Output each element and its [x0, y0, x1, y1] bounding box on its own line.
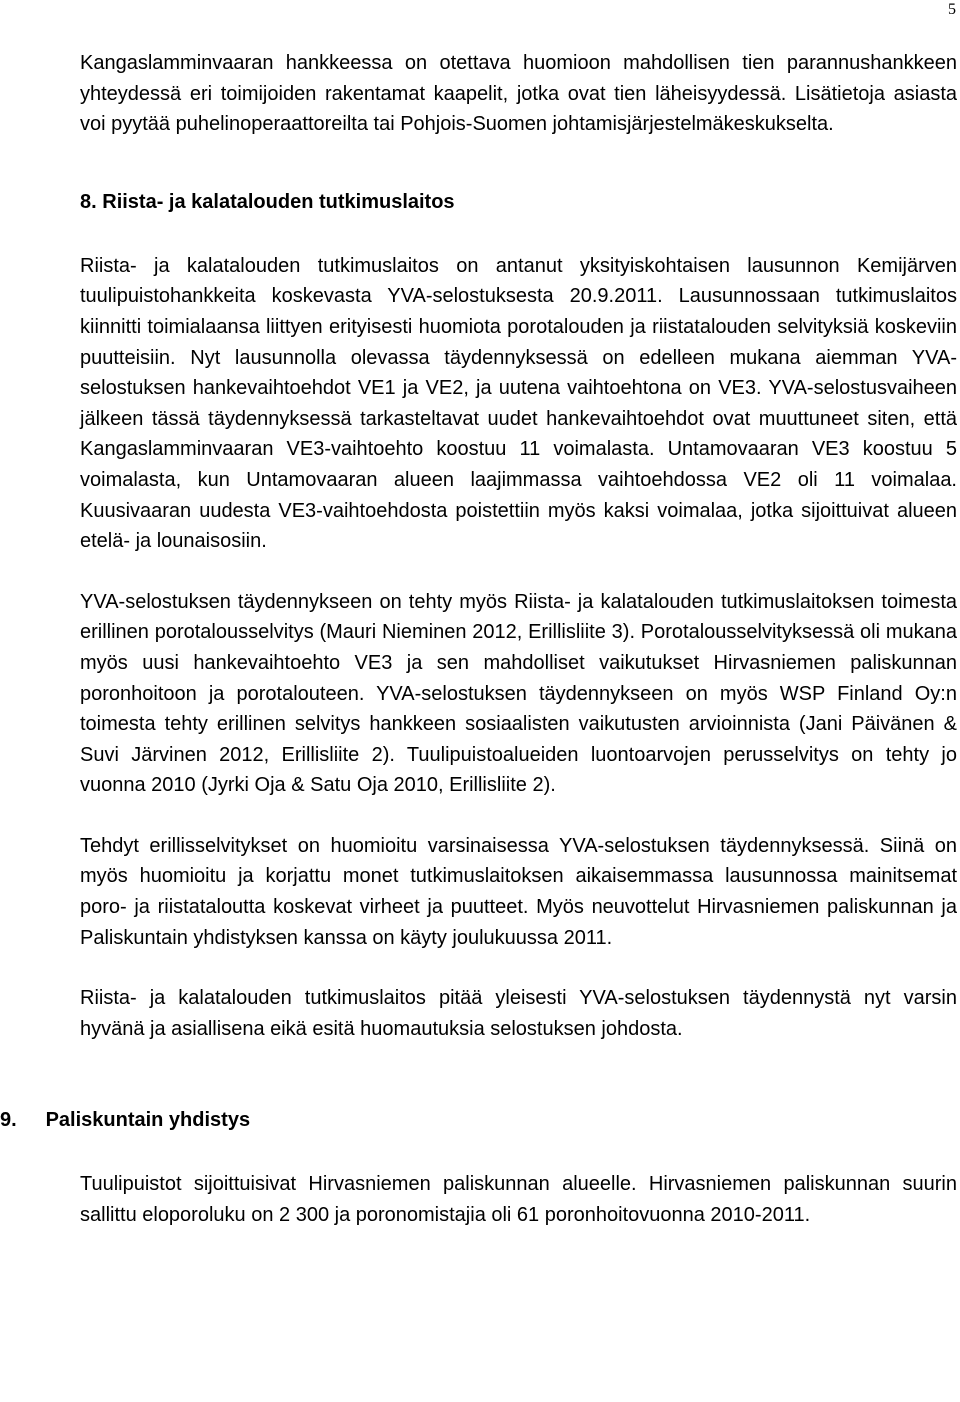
section-8-paragraph-1: Riista- ja kalatalouden tutkimuslaitos on antanut yksityiskohtaisen lausunnon Kemijärven tuulipuistohankkeita koskevasta YVA-selostuksesta 20.9.2011. Lausunnossaan tutkimuslaitos kiinnitti toimialaansa liittyen erityisesti huomiota porotalouden ja riistatalouden selvityksiä koskeviin puutteisiin. Nyt lausunnolla olevassa täydennyksessä on edelleen mukana aiemman YVA-selostuksen hankevaihtoehdot VE1 ja VE2, ja uutena vaihtoehtona on VE3. YVA-selostusvaiheen jälkeen tässä täydennyksessä tarkasteltavat uudet hankevaihtoehdot ovat muuttuneet siten, että Kangaslamminvaaran VE3-vaihtoehto koostuu 11 voimalasta. Untamovaaran VE3 koostuu 5 voimalasta, kun Untamovaaran alueen laajimmassa vaihtoehdossa VE2 oli 11 voimalaa. Kuusivaaran uudesta VE3-vaihtoehdosta poistettiin myös kaksi voimalaa, jotka sijoittuivat alueen etelä- ja lounaisosiin.: [80, 254, 957, 553]
intro-paragraph: Kangaslamminvaaran hankkeessa on otettava huomioon mahdollisen tien parannushankkeen yhteydessä eri toimijoiden rakentamat kaapelit, jotka ovat tien läheisyydessä. Lisätietoja asiasta voi pyytää puhelinoperaattoreilta tai Pohjois-Suomen johtamisjärjestelmäkeskukselta.: [80, 52, 957, 136]
section-8-paragraph-4: Riista- ja kalatalouden tutkimuslaitos pitää yleisesti YVA-selostuksen täydennystä nyt varsin hyvänä ja asiallisena eikä esitä huomautuksia selostuksen johdosta.: [80, 987, 957, 1040]
section-8-heading: [80, 187, 957, 217]
section-8-title: Riista- ja kalatalouden tutkimuslaitos: [102, 190, 455, 213]
section-9-number: 9.: [0, 1109, 17, 1132]
document-body: [0, 48, 957, 1231]
section-9-title: Paliskuntain yhdistys: [45, 1109, 251, 1132]
section-9-heading: [0, 1105, 877, 1135]
section-8-paragraph-3: Tehdyt erillisselvitykset on huomioitu varsinaisessa YVA-selostuksen täydennyksessä. Siinä on myös huomioitu ja korjattu monet tutkimuslaitoksen aikaisemmassa lausunnossa mainitsemat poro- ja riistataloutta koskevat virheet ja puutteet. Myös neuvottelut Hirvasniemen paliskunnan ja Paliskuntain yhdistyksen kanssa on käyty joulukuussa 2011.: [80, 834, 957, 949]
section-8-paragraph-2: YVA-selostuksen täydennykseen on tehty myös Riista- ja kalatalouden tutkimuslaitoksen toimesta erillinen porotalousselvitys (Mauri Nieminen 2012, Erillisliite 3). Porotalousselvityksessä oli mukana myös uusi hankevaihtoehto VE3 ja sen mahdolliset vaikutukset Hirvasniemen paliskunnan poronhoitoon ja porotalouteen. YVA-selostuksen täydennykseen on myös WSP Finland Oy:n toimesta tehty erillinen selvitys hankkeen sosiaalisten vaikutusten arvioinnista (Jani Päivänen & Suvi Järvinen 2012, Erillisliite 2). Tuulipuistoalueiden luontoarvojen perusselvitys on tehty jo vuonna 2010 (Jyrki Oja & Satu Oja 2010, Erillisliite 2).: [80, 590, 957, 797]
section-8-number: 8.: [80, 190, 97, 213]
page-number: 5: [948, 1, 956, 18]
section-9-paragraph-1: Tuulipuistot sijoittuisivat Hirvasniemen paliskunnan alueelle. Hirvasniemen paliskunnan suurin sallittu eloporoluku on 2 300 ja poronomistajia oli 61 poronhoitovuonna 2010-2011.: [80, 1173, 957, 1227]
